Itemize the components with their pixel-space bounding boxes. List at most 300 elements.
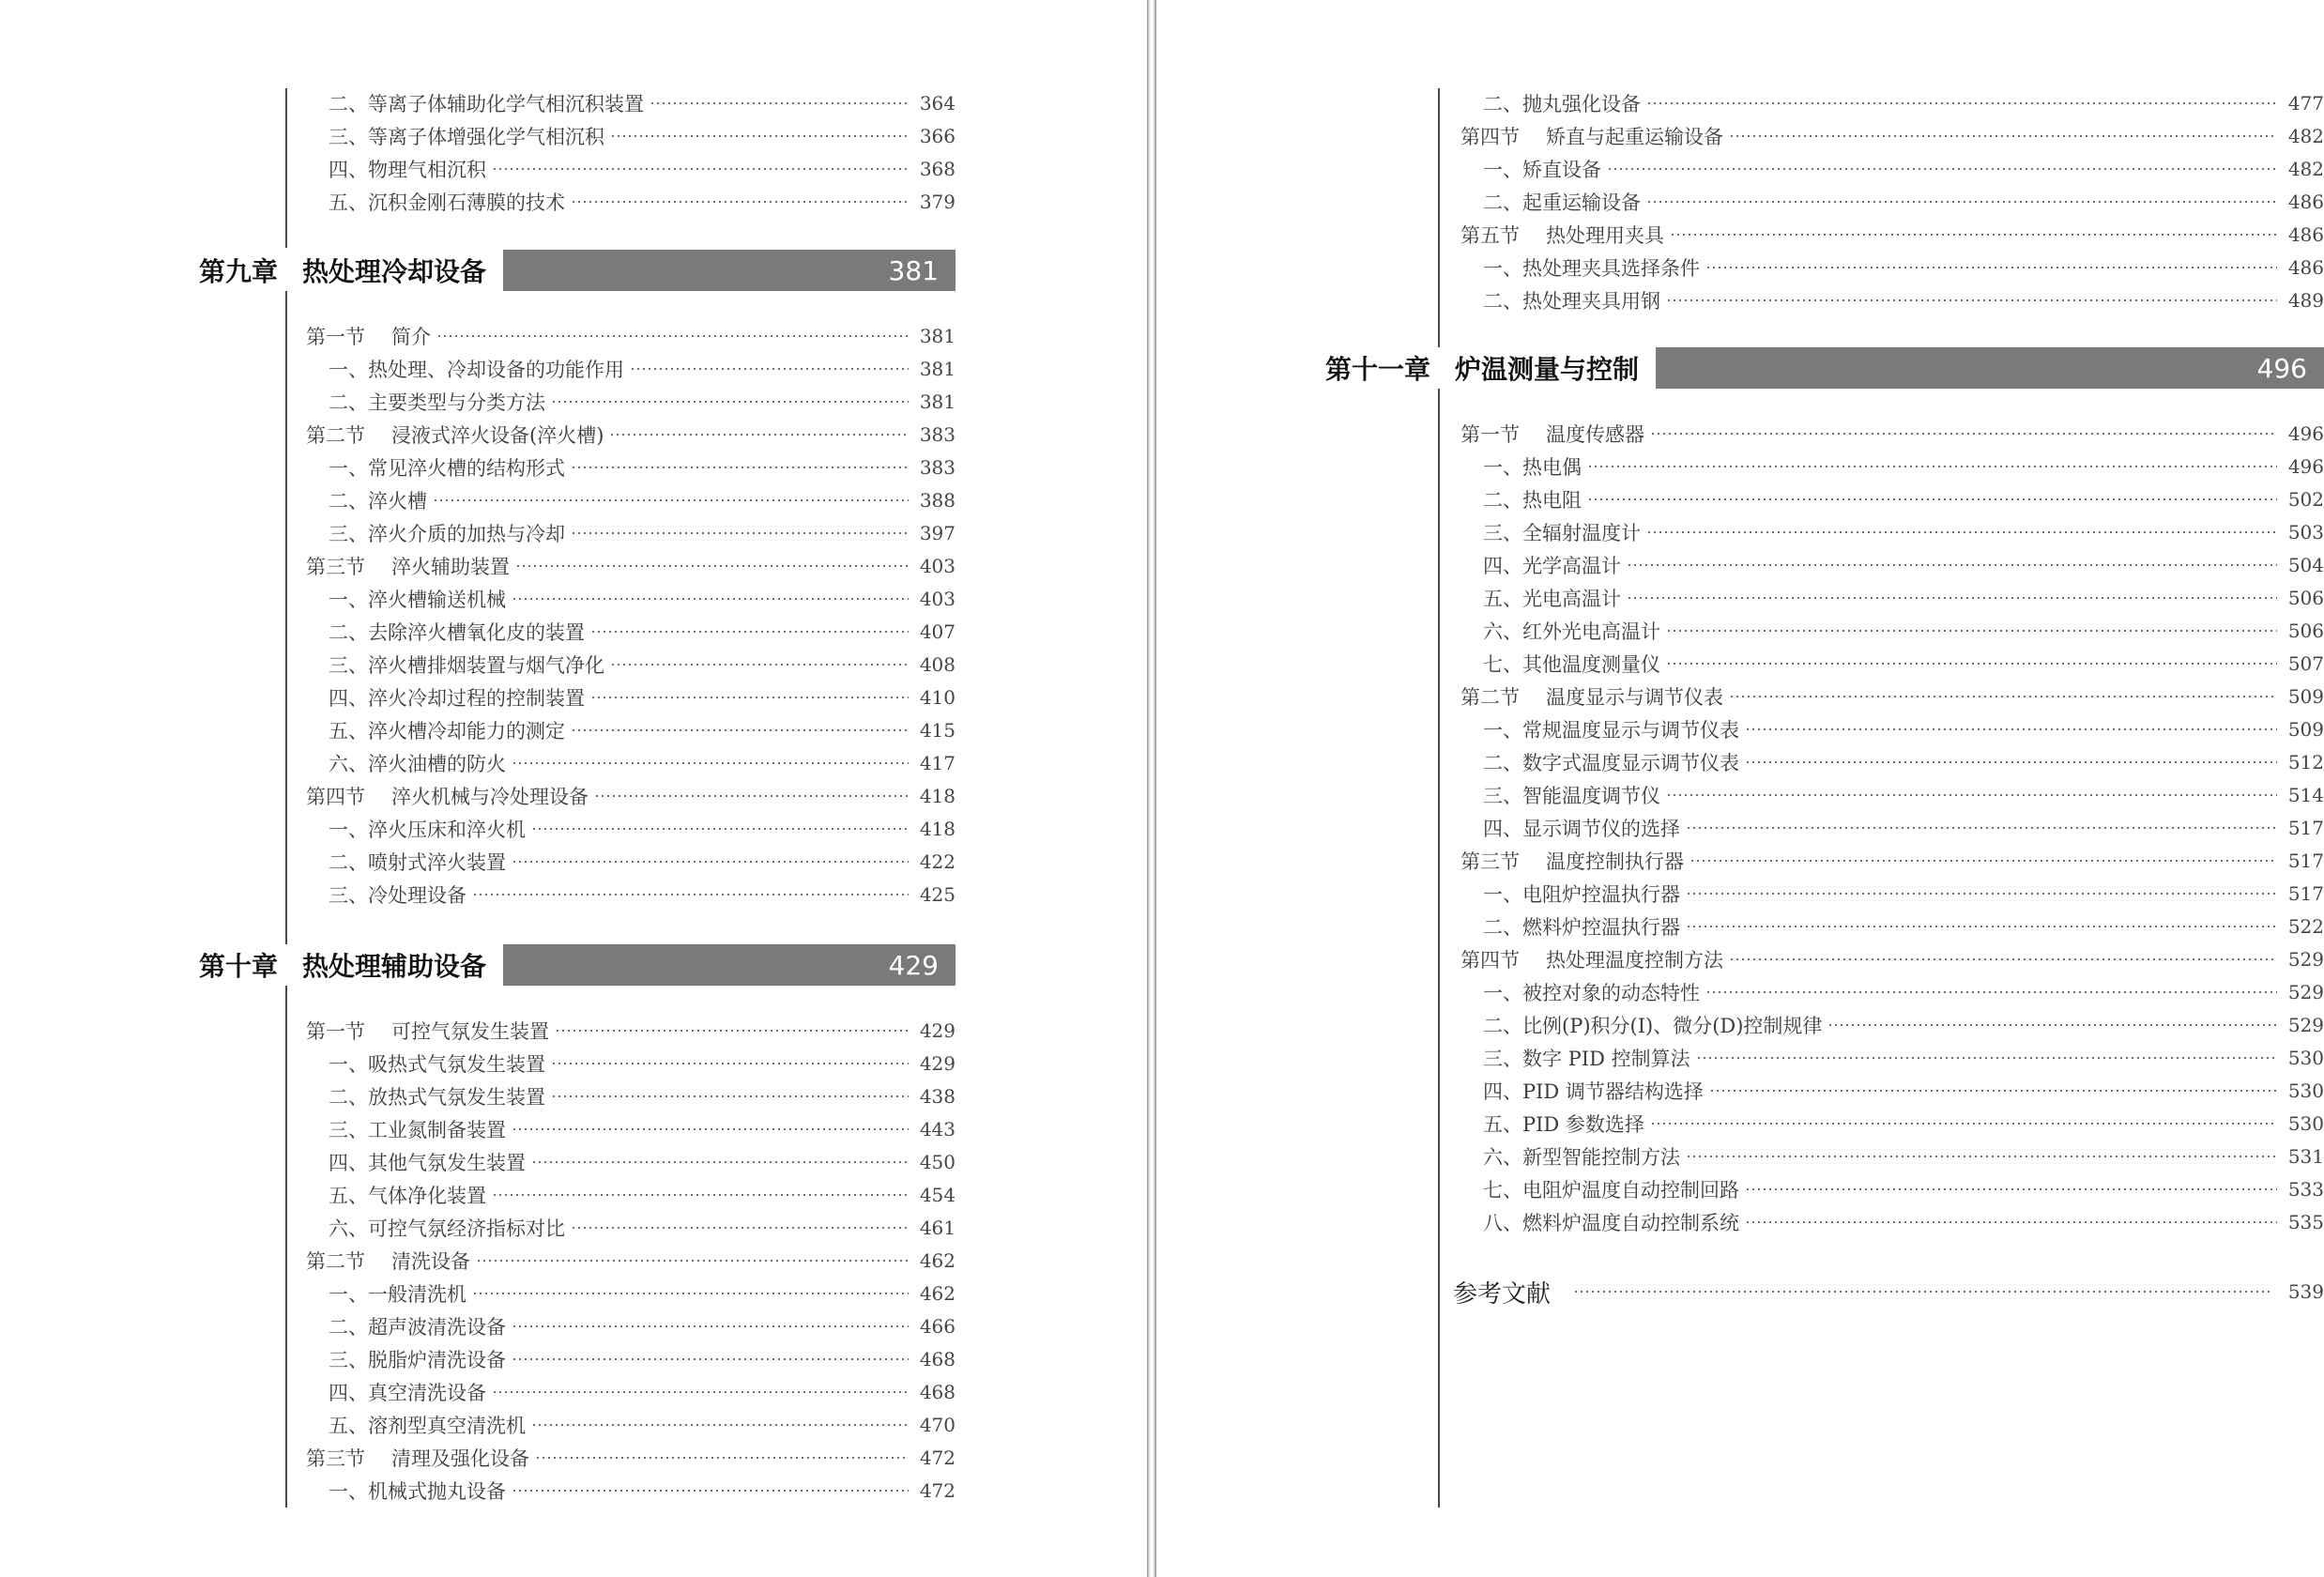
- dot-leader: [1705, 267, 2277, 268]
- dot-leader: [609, 434, 909, 436]
- dot-leader: [1709, 1090, 2277, 1092]
- dot-leader: [630, 368, 909, 370]
- entry-title: 二、比例(P)积分(I)、微分(D)控制规律: [1483, 1014, 1823, 1037]
- section-title: 清洗设备: [391, 1249, 470, 1273]
- toc-entry-row[interactable]: [306, 1079, 956, 1112]
- dot-leader: [472, 1293, 909, 1294]
- entry-title: 六、红外光电高温计: [1483, 620, 1660, 643]
- toc-section-row[interactable]: [306, 779, 956, 812]
- dot-leader: [492, 168, 909, 170]
- entry-title: 七、电阻炉温度自动控制回路: [1483, 1178, 1739, 1202]
- section-title: 热处理温度控制方法: [1546, 948, 1723, 972]
- toc-entry-row[interactable]: [306, 385, 956, 418]
- entry-title: 一、淬火压床和淬火机: [329, 818, 526, 841]
- page-number: 535: [2287, 1210, 2324, 1233]
- dot-leader: [1587, 466, 2277, 467]
- section-title: 淬火辅助装置: [391, 555, 510, 578]
- section-number: 第四节: [306, 785, 365, 808]
- page-number: 381: [919, 390, 956, 413]
- page-number: 418: [919, 784, 956, 807]
- dot-leader: [650, 102, 909, 104]
- entry-title: 一、热处理、冷却设备的功能作用: [329, 358, 624, 381]
- page-number: 531: [2287, 1144, 2324, 1168]
- section-title: 矫直与起重运输设备: [1546, 125, 1723, 148]
- toc-entry-row[interactable]: [306, 86, 956, 119]
- page-number: 502: [2287, 487, 2324, 511]
- dot-leader: [433, 499, 909, 501]
- page-number: 517: [2287, 849, 2324, 872]
- toc-entry-row[interactable]: [1460, 152, 2324, 185]
- page-number: 482: [2287, 124, 2324, 147]
- chapter-number: 第九章: [198, 256, 278, 287]
- dot-leader: [610, 664, 909, 666]
- section-number: 第五节: [1460, 223, 1520, 247]
- entry-title: 六、可控气氛经济指标对比: [329, 1217, 565, 1240]
- dot-leader: [476, 1260, 909, 1262]
- dot-leader: [1689, 860, 2277, 862]
- toc-section-row[interactable]: [1460, 680, 2324, 712]
- page-number: 533: [2287, 1177, 2324, 1201]
- left-page: [0, 0, 1147, 1577]
- section-title: 温度传感器: [1546, 422, 1644, 446]
- section-number: 第四节: [1460, 948, 1520, 972]
- page-number: 450: [919, 1150, 956, 1173]
- page-number: 379: [919, 190, 956, 213]
- toc-entry-row[interactable]: [1460, 515, 2324, 548]
- page-number: 422: [919, 850, 956, 873]
- entry-title: 三、数字 PID 控制算法: [1483, 1047, 1690, 1070]
- section-title: 可控气氛发生装置: [391, 1019, 549, 1043]
- page-number: 496: [2287, 421, 2324, 445]
- toc-entry-row[interactable]: [1460, 482, 2324, 515]
- page-number: 364: [919, 91, 956, 115]
- page-number: 403: [919, 554, 956, 577]
- entry-title: 二、数字式温度显示调节仪表: [1483, 751, 1739, 774]
- toc-entry-row[interactable]: [1460, 1205, 2324, 1238]
- toc-entry-row[interactable]: [1460, 1107, 2324, 1140]
- toc-entry-row[interactable]: [1460, 581, 2324, 614]
- page-number: 512: [2287, 750, 2324, 773]
- toc-entry-row[interactable]: [306, 746, 956, 779]
- left-margin-rule-ch9: [285, 289, 287, 946]
- page-number: 381: [919, 357, 956, 380]
- page-number: 472: [919, 1478, 956, 1502]
- dot-leader: [1627, 564, 2277, 566]
- toc-entry-row[interactable]: [306, 1047, 956, 1079]
- section-number: 第二节: [306, 423, 365, 447]
- page-number: 486: [2287, 255, 2324, 279]
- section-number: 第二节: [306, 1249, 365, 1273]
- dot-leader: [594, 795, 909, 797]
- left-margin-rule-top: [285, 88, 287, 248]
- dot-leader: [531, 1424, 909, 1426]
- page-number: 417: [919, 751, 956, 774]
- toc-entry-row[interactable]: [306, 516, 956, 549]
- toc-section-row[interactable]: [306, 1441, 956, 1474]
- page-number: 506: [2287, 586, 2324, 609]
- dot-leader: [590, 697, 909, 698]
- entry-title: 六、淬火油槽的防火: [329, 752, 506, 775]
- entry-title: 五、溶剂型真空清洗机: [329, 1414, 526, 1437]
- toc-entry-row[interactable]: [1460, 910, 2324, 942]
- entry-title: 四、其他气氛发生装置: [329, 1151, 526, 1174]
- left-margin-rule-ch10: [285, 986, 287, 1508]
- dot-leader: [515, 565, 909, 567]
- page-number: 489: [2287, 288, 2324, 312]
- toc-entry-row[interactable]: [1460, 86, 2324, 119]
- dot-leader: [1666, 630, 2277, 632]
- page-number: 514: [2287, 783, 2324, 806]
- toc-entry-row[interactable]: [1460, 647, 2324, 680]
- toc-entry-row[interactable]: [1460, 745, 2324, 778]
- page-number: 429: [919, 1018, 956, 1042]
- dot-leader: [571, 201, 909, 203]
- toc-entry-row[interactable]: [306, 1145, 956, 1178]
- toc-entry-row[interactable]: [1460, 185, 2324, 218]
- entry-title: 四、真空清洗设备: [329, 1381, 486, 1404]
- page-number: 454: [919, 1183, 956, 1206]
- dot-leader: [551, 401, 909, 403]
- entry-title: 一、吸热式气氛发生装置: [329, 1052, 545, 1076]
- chapter-9-header: [178, 250, 956, 291]
- toc-entry-row[interactable]: [306, 1342, 956, 1375]
- section-number: 第四节: [1460, 125, 1520, 148]
- entry-title: 四、PID 调节器结构选择: [1483, 1079, 1704, 1103]
- page-number: 429: [919, 1051, 956, 1075]
- dot-leader: [1745, 1221, 2277, 1223]
- dot-leader: [1705, 991, 2277, 993]
- page-number: 530: [2287, 1046, 2324, 1069]
- page-number: 425: [919, 882, 956, 906]
- toc-entry-row[interactable]: [306, 152, 956, 185]
- section-title: 温度显示与调节仪表: [1546, 685, 1723, 709]
- section-number: 第三节: [1460, 850, 1520, 873]
- toc-entry-row[interactable]: [306, 1408, 956, 1441]
- dot-leader: [1627, 597, 2277, 599]
- toc-entry-row[interactable]: [306, 185, 956, 218]
- entry-title: 八、燃料炉温度自动控制系统: [1483, 1211, 1739, 1234]
- entry-title: 三、冷处理设备: [329, 883, 466, 907]
- entry-title: 二、热处理夹具用钢: [1483, 289, 1660, 313]
- entry-title: 二、超声波清洗设备: [329, 1315, 506, 1339]
- section-number: 第一节: [1460, 422, 1520, 446]
- page-number: 509: [2287, 684, 2324, 708]
- toc-section-row[interactable]: [306, 319, 956, 352]
- section-title: 温度控制执行器: [1546, 850, 1684, 873]
- page-number: 472: [919, 1446, 956, 1469]
- entry-title: 四、淬火冷却过程的控制装置: [329, 686, 585, 710]
- toc-section-row[interactable]: [1460, 119, 2324, 152]
- dot-leader: [1729, 958, 2277, 960]
- dot-leader: [1650, 1123, 2277, 1125]
- page-number: 408: [919, 652, 956, 676]
- page-number: 368: [919, 157, 956, 180]
- entry-title: 一、矫直设备: [1483, 158, 1601, 181]
- entry-title: 五、沉积金刚石薄膜的技术: [329, 191, 565, 214]
- chapter-page[interactable]: 429: [888, 949, 939, 981]
- toc-section-row[interactable]: [306, 1244, 956, 1277]
- dot-leader: [1573, 1291, 2273, 1293]
- entry-title: 三、脱脂炉清洗设备: [329, 1348, 506, 1371]
- toc-section-row[interactable]: [306, 418, 956, 451]
- page-number: 517: [2287, 816, 2324, 839]
- page-number: 418: [919, 817, 956, 840]
- chapter-bar: [285, 944, 956, 986]
- dot-leader: [1729, 696, 2277, 697]
- page-number: 410: [919, 685, 956, 709]
- chapter-page[interactable]: 381: [888, 254, 939, 286]
- dot-leader: [1666, 299, 2277, 301]
- chapter-title: 热处理辅助设备: [285, 944, 503, 986]
- toc-entry-row[interactable]: [306, 878, 956, 911]
- entry-title: 二、起重运输设备: [1483, 191, 1641, 214]
- page-number: 381: [919, 324, 956, 347]
- toc-entry-row[interactable]: [306, 1375, 956, 1408]
- chapter-11-header: [1312, 347, 2324, 389]
- chapter-number: 第十章: [198, 951, 278, 982]
- toc-entry-row[interactable]: [1460, 1074, 2324, 1107]
- entry-title: 二、等离子体辅助化学气相沉积装置: [329, 92, 644, 115]
- toc-entry-row[interactable]: [1460, 712, 2324, 745]
- dot-leader: [551, 1063, 909, 1064]
- section-title: 清理及强化设备: [391, 1447, 529, 1470]
- dot-leader: [1696, 1057, 2277, 1059]
- toc-entry-row[interactable]: [1460, 283, 2324, 316]
- entry-title: 三、全辐射温度计: [1483, 521, 1641, 544]
- toc-entry-row[interactable]: [306, 845, 956, 878]
- page-number: 366: [919, 124, 956, 147]
- chapter-bar: [1438, 347, 2324, 389]
- page-number: 507: [2287, 651, 2324, 675]
- page-number: 466: [919, 1314, 956, 1338]
- chapter-title: 炉温测量与控制: [1438, 347, 1656, 389]
- toc-entry-row[interactable]: [306, 615, 956, 648]
- references-page: 539: [2287, 1280, 2324, 1303]
- page-number: 482: [2287, 157, 2324, 180]
- entry-title: 一、常规温度显示与调节仪表: [1483, 718, 1739, 742]
- chapter-title: 热处理冷却设备: [285, 250, 503, 291]
- section-title: 浸液式淬火设备(淬火槽): [391, 423, 604, 447]
- page-number: 530: [2287, 1111, 2324, 1135]
- book-spine-gutter: [1147, 0, 1156, 1577]
- toc-entry-row[interactable]: [306, 713, 956, 746]
- dot-leader: [571, 532, 909, 534]
- entry-title: 二、热电阻: [1483, 488, 1582, 512]
- entry-title: 三、工业氮制备装置: [329, 1118, 506, 1141]
- toc-section-row[interactable]: [306, 1014, 956, 1047]
- entry-title: 四、物理气相沉积: [329, 158, 486, 181]
- page-number: 503: [2287, 520, 2324, 544]
- right-margin-rule-ch11: [1438, 389, 1440, 1508]
- page-number: 486: [2287, 190, 2324, 213]
- toc-section-row[interactable]: [1460, 218, 2324, 251]
- section-number: 第三节: [306, 555, 365, 578]
- chapter-10-header: [178, 944, 956, 986]
- dot-leader: [512, 1358, 909, 1360]
- dot-leader: [1666, 663, 2277, 665]
- toc-entry-row[interactable]: [306, 1309, 956, 1342]
- entry-title: 六、新型智能控制方法: [1483, 1145, 1680, 1169]
- page-number: 415: [919, 718, 956, 742]
- dot-leader: [512, 598, 909, 600]
- dot-leader: [512, 861, 909, 863]
- dot-leader: [1729, 135, 2277, 137]
- chapter-number: 第十一章: [1324, 354, 1430, 385]
- toc-entry-row[interactable]: [306, 1112, 956, 1145]
- dot-leader: [436, 335, 909, 337]
- toc-entry-row[interactable]: [1460, 450, 2324, 482]
- toc-entry-row[interactable]: [1460, 1172, 2324, 1205]
- dot-leader: [1646, 102, 2277, 104]
- toc-entry-row[interactable]: [1460, 1008, 2324, 1041]
- dot-leader: [535, 1457, 909, 1459]
- entry-title: 三、淬火槽排烟装置与烟气净化: [329, 653, 604, 677]
- toc-entry-row[interactable]: [306, 451, 956, 483]
- dot-leader: [512, 1325, 909, 1327]
- entry-title: 一、被控对象的动态特性: [1483, 981, 1700, 1004]
- dot-leader: [571, 1227, 909, 1229]
- entry-title: 一、常见淬火槽的结构形式: [329, 456, 565, 480]
- dot-leader: [610, 135, 909, 137]
- section-number: 第二节: [1460, 685, 1520, 709]
- page-number: 462: [919, 1281, 956, 1305]
- entry-title: 五、PID 参数选择: [1483, 1112, 1644, 1136]
- entry-title: 一、热处理夹具选择条件: [1483, 256, 1700, 280]
- dot-leader: [551, 1095, 909, 1097]
- dot-leader: [1670, 234, 2277, 236]
- page-number: 397: [919, 521, 956, 544]
- entry-title: 二、喷射式淬火装置: [329, 850, 506, 874]
- section-title: 热处理用夹具: [1546, 223, 1664, 247]
- page-number: 407: [919, 620, 956, 643]
- entry-title: 五、气体净化装置: [329, 1184, 486, 1207]
- toc-entry-row[interactable]: [1460, 1041, 2324, 1074]
- toc-entry-row[interactable]: [306, 483, 956, 516]
- chapter-bar: [285, 250, 956, 291]
- toc-entry-row[interactable]: [1460, 614, 2324, 647]
- dot-leader: [512, 1128, 909, 1130]
- entry-title: 三、淬火介质的加热与冷却: [329, 522, 565, 545]
- page-number: 383: [919, 455, 956, 479]
- dot-leader: [590, 631, 909, 633]
- dot-leader: [1686, 893, 2277, 895]
- dot-leader: [512, 762, 909, 764]
- toc-entry-row[interactable]: [306, 582, 956, 615]
- dot-leader: [512, 1490, 909, 1492]
- page-number: 468: [919, 1380, 956, 1403]
- page-number: 529: [2287, 947, 2324, 971]
- toc-entry-row[interactable]: [1460, 1140, 2324, 1172]
- toc-section-row[interactable]: [1460, 417, 2324, 450]
- dot-leader: [492, 1194, 909, 1196]
- toc-entry-row[interactable]: [306, 1277, 956, 1309]
- page-number: 461: [919, 1216, 956, 1239]
- toc-entry-row[interactable]: [306, 1474, 956, 1507]
- entry-title: 三、等离子体增强化学气相沉积: [329, 125, 604, 148]
- entry-title: 一、淬火槽输送机械: [329, 588, 506, 611]
- dot-leader: [1686, 827, 2277, 829]
- toc-entry-row[interactable]: [1460, 811, 2324, 844]
- toc-entry-row[interactable]: [306, 812, 956, 845]
- toc-entry-row[interactable]: [306, 1178, 956, 1211]
- references-entry[interactable]: [1453, 1273, 2324, 1310]
- dot-leader: [555, 1030, 909, 1032]
- toc-entry-row[interactable]: [306, 648, 956, 681]
- right-margin-rule-top: [1438, 88, 1440, 347]
- entry-title: 二、燃料炉控温执行器: [1483, 915, 1680, 939]
- page-number: 443: [919, 1117, 956, 1141]
- dot-leader: [1686, 926, 2277, 927]
- dot-leader: [571, 467, 909, 468]
- toc-entry-row[interactable]: [306, 352, 956, 385]
- entry-title: 一、热电偶: [1483, 455, 1582, 479]
- page-number: 462: [919, 1248, 956, 1272]
- section-title: 简介: [391, 325, 431, 348]
- toc-entry-row[interactable]: [306, 681, 956, 713]
- dot-leader: [492, 1391, 909, 1393]
- entry-title: 二、主要类型与分类方法: [329, 390, 545, 414]
- page-number: 486: [2287, 222, 2324, 246]
- page-number: 496: [2287, 454, 2324, 478]
- page-number: 529: [2287, 1013, 2324, 1036]
- dot-leader: [1666, 794, 2277, 796]
- dot-leader: [1827, 1024, 2277, 1026]
- toc-section-row[interactable]: [1460, 844, 2324, 877]
- entry-title: 五、光电高温计: [1483, 587, 1621, 610]
- dot-leader: [1745, 761, 2277, 763]
- entry-title: 一、一般清洗机: [329, 1282, 466, 1306]
- section-title: 淬火机械与冷处理设备: [391, 785, 589, 808]
- page-number: 438: [919, 1084, 956, 1108]
- dot-leader: [1745, 728, 2277, 730]
- entry-title: 二、放热式气氛发生装置: [329, 1085, 545, 1109]
- dot-leader: [531, 828, 909, 830]
- page-number: 504: [2287, 553, 2324, 576]
- page-number: 477: [2287, 91, 2324, 115]
- entry-title: 五、淬火槽冷却能力的测定: [329, 719, 565, 743]
- entry-title: 七、其他温度测量仪: [1483, 652, 1660, 676]
- section-number: 第一节: [306, 1019, 365, 1043]
- chapter-page[interactable]: 496: [2256, 352, 2307, 384]
- page-number: 383: [919, 422, 956, 446]
- toc-entry-row[interactable]: [1460, 251, 2324, 283]
- toc-entry-row[interactable]: [1460, 548, 2324, 581]
- section-number: 第一节: [306, 325, 365, 348]
- dot-leader: [1686, 1156, 2277, 1157]
- entry-title: 二、去除淬火槽氧化皮的装置: [329, 620, 585, 644]
- right-page: [1156, 0, 2324, 1577]
- toc-section-row[interactable]: [1460, 942, 2324, 975]
- dot-leader: [1646, 531, 2277, 533]
- references-title: 参考文献: [1453, 1279, 1552, 1309]
- dot-leader: [472, 894, 909, 896]
- page-number: 403: [919, 587, 956, 610]
- toc-entry-row[interactable]: [306, 119, 956, 152]
- entry-title: 四、光学高温计: [1483, 554, 1621, 577]
- toc-entry-row[interactable]: [1460, 778, 2324, 811]
- page-number: 530: [2287, 1079, 2324, 1102]
- entry-title: 二、抛丸强化设备: [1483, 92, 1641, 115]
- page-number: 388: [919, 488, 956, 512]
- dot-leader: [1607, 168, 2277, 170]
- dot-leader: [1587, 498, 2277, 500]
- page-number: 529: [2287, 980, 2324, 1003]
- toc-entry-row[interactable]: [306, 1211, 956, 1244]
- toc-entry-row[interactable]: [1460, 975, 2324, 1008]
- entry-title: 三、智能温度调节仪: [1483, 784, 1660, 807]
- toc-section-row[interactable]: [306, 549, 956, 582]
- toc-entry-row[interactable]: [1460, 877, 2324, 910]
